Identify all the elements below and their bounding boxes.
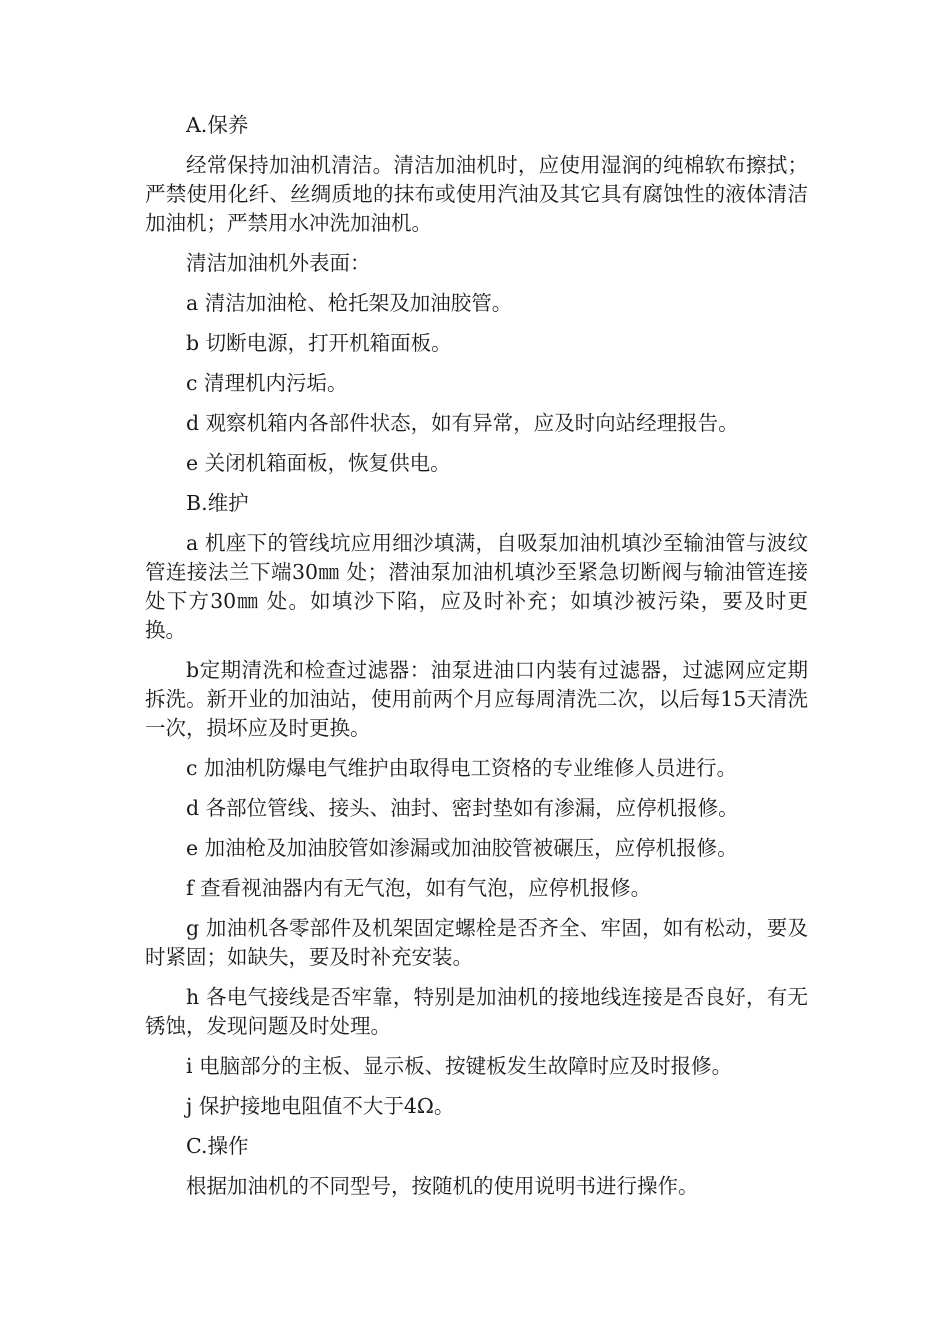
list-item-a-sand-fill: a 机座下的管线坑应用细沙填满，自吸泵加油机填沙至输油管与波纹管连接法兰下端30㎜ 处；潜油泵加油机填沙至紧急切断阀与输油管连接处下方30㎜ 处。如填沙下陷，应及时补充；如填沙被污染，要及时更换。: [145, 531, 808, 642]
list-item-e-hose-check: e 加油枪及加油胶管如渗漏或加油胶管被碾压，应停机报修。: [186, 836, 738, 860]
list-item-f-sight-glass: f 查看视油器内有无气泡，如有气泡，应停机报修。: [186, 876, 652, 900]
list-item-c-clean-dirt: c 清理机内污垢。: [186, 371, 348, 395]
list-item-c-explosion-proof: c 加油机防爆电气维护由取得电工资格的专业维修人员进行。: [186, 756, 737, 780]
document-page: [145, 111, 808, 1212]
list-item-h-wiring-check: h 各电气接线是否牢靠，特别是加油机的接地线连接是否良好，有无锈蚀，发现问题及时处理。: [145, 985, 808, 1038]
list-item-b-power-off: b 切断电源，打开机箱面板。: [186, 331, 452, 355]
list-item-d-leak-check: d 各部位管线、接头、油封、密封垫如有渗漏，应停机报修。: [186, 796, 739, 820]
paragraph-exterior-cleaning-intro: 清洁加油机外表面：: [186, 251, 371, 275]
list-item-i-board-fault: i 电脑部分的主板、显示板、按键板发生故障时应及时报修。: [186, 1054, 733, 1078]
section-heading-maintenance: A.保养: [186, 113, 249, 137]
list-item-e-close-panel: e 关闭机箱面板，恢复供电。: [186, 451, 451, 475]
list-item-a-clean-nozzle: a 清洁加油枪、枪托架及加油胶管。: [186, 291, 513, 315]
list-item-g-bolts-check: g 加油机各零部件及机架固定螺栓是否齐全、牢固，如有松动，要及时紧固；如缺失，要及时补充安装。: [145, 916, 808, 969]
list-item-d-inspect-parts: d 观察机箱内各部件状态，如有异常，应及时向站经理报告。: [186, 411, 739, 435]
paragraph-cleaning-guidelines: 经常保持加油机清洁。清洁加油机时，应使用湿润的纯棉软布擦拭；严禁使用化纤、丝绸质地的抹布或使用汽油及其它具有腐蚀性的液体清洁加油机；严禁用水冲洗加油机。: [145, 153, 808, 235]
section-heading-repair: B.维护: [186, 491, 249, 515]
list-item-b-filter-cleaning: b定期清洗和检查过滤器：油泵进油口内装有过滤器，过滤网应定期拆洗。新开业的加油站，使用前两个月应每周清洗二次，以后每15天清洗一次，损坏应及时更换。: [145, 658, 808, 740]
list-item-j-grounding: j 保护接地电阻值不大于4Ω。: [186, 1094, 455, 1118]
section-heading-operation: C.操作: [186, 1134, 249, 1158]
paragraph-operation-instructions: 根据加油机的不同型号，按随机的使用说明书进行操作。: [186, 1174, 699, 1198]
